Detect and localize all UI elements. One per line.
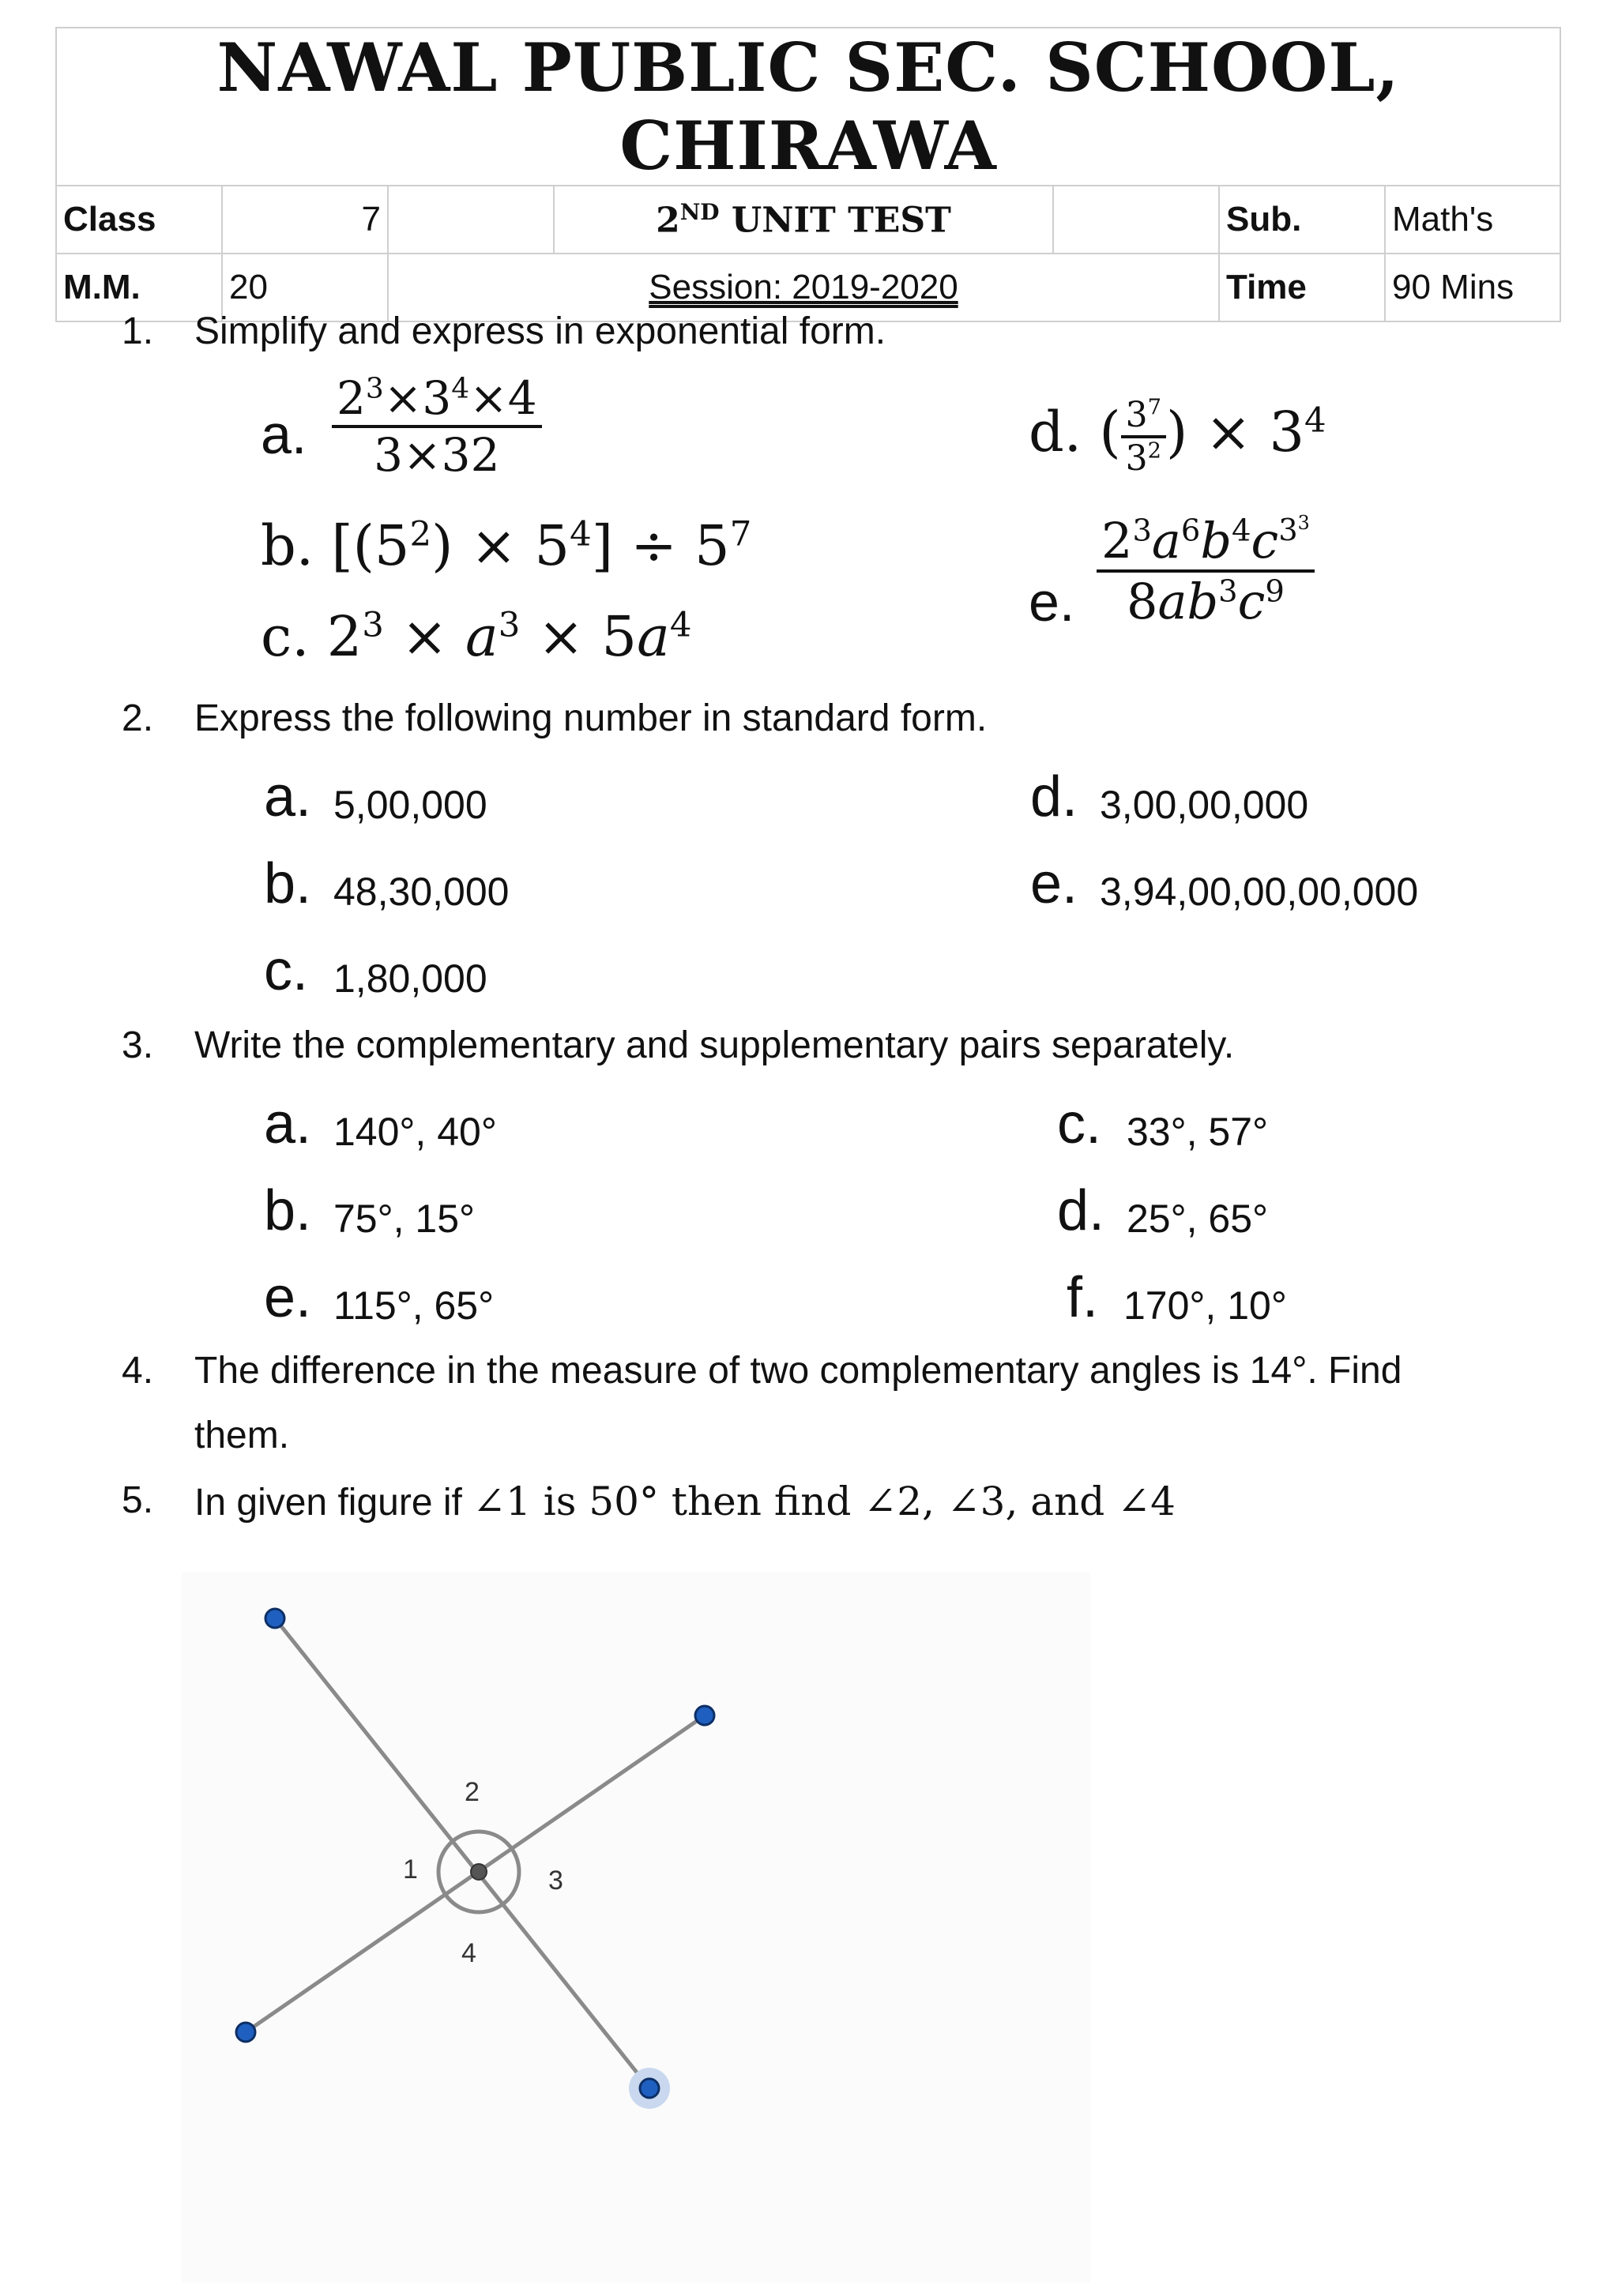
intersection-point — [471, 1864, 487, 1880]
angle-label-2: 2 — [465, 1777, 480, 1807]
q3-b-label: b. — [264, 1179, 312, 1242]
part-a-label: a. — [261, 404, 307, 465]
q2-e-value: 3,94,00,00,00,000 — [1100, 870, 1419, 914]
q2-e-label: e. — [1030, 852, 1078, 915]
part-e-label: e. — [1029, 571, 1075, 633]
q2-b-label: b. — [264, 852, 312, 915]
part-a-expression: $\frac{2^3\times 3^4\times 4}{3\times 32}$ — [332, 371, 542, 482]
q3-c-label: c. — [1057, 1092, 1102, 1156]
question-number: 5. — [122, 1479, 154, 1521]
point-a — [265, 1609, 284, 1628]
q3-b-value: 75°, 15° — [333, 1197, 476, 1241]
question-number: 1. — [122, 310, 154, 352]
max-marks-value: 20 — [222, 254, 388, 321]
time-value: 90 Mins — [1385, 254, 1560, 321]
test-title: 2ND UNIT TEST — [554, 186, 1053, 254]
q3-d-label: d. — [1057, 1179, 1105, 1242]
q2-a-label: a. — [264, 765, 312, 829]
question-number: 2. — [122, 697, 154, 739]
subject-value: Math's — [1385, 186, 1560, 254]
question-text-line1: The difference in the measure of two complementary angles is 14°. Find — [194, 1350, 1402, 1392]
question-text: Write the complementary and supplementary pairs separately. — [194, 1024, 1235, 1066]
angle-label-3: 3 — [548, 1866, 563, 1896]
q3-a-label: a. — [264, 1092, 312, 1156]
q3-f-value: 170°, 10° — [1123, 1283, 1287, 1328]
q2-d-value: 3,00,00,000 — [1100, 783, 1309, 827]
school-name: NAWAL PUBLIC SEC. SCHOOL, CHIRAWA — [216, 28, 1400, 185]
class-value: 7 — [222, 186, 388, 254]
max-marks-label: M.M. — [56, 254, 222, 321]
question-text-line2: them. — [194, 1415, 290, 1456]
q3-c-value: 33°, 57° — [1127, 1110, 1269, 1154]
q3-f-label: f. — [1067, 1266, 1099, 1329]
q2-b-value: 48,30,000 — [333, 870, 510, 914]
time-label: Time — [1219, 254, 1385, 321]
q2-c-value: 1,80,000 — [333, 956, 487, 1001]
q3-e-label: e. — [264, 1266, 312, 1329]
figure-background — [182, 1572, 1090, 2283]
question-text: Express the following number in standard form. — [194, 697, 988, 739]
session-text: Session: 2019-2020 — [649, 268, 958, 306]
point-d — [695, 1706, 714, 1725]
question-text: In given figure if ∠1 is 50° then find ∠2, ∠3, and ∠4 — [194, 1479, 1176, 1524]
question-number: 3. — [122, 1024, 154, 1066]
point-b — [640, 2079, 659, 2098]
question-text: Simplify and express in exponential form. — [194, 310, 886, 352]
q2-c-label: c. — [264, 939, 309, 1002]
subject-label: Sub. — [1219, 186, 1385, 254]
point-c — [236, 2023, 255, 2042]
part-b-expression: b. $[(5^2) \times 5^4] \div 5^7$ — [261, 513, 752, 578]
question-number: 4. — [122, 1350, 154, 1392]
q2-d-label: d. — [1030, 765, 1078, 829]
q3-d-value: 25°, 65° — [1127, 1197, 1269, 1241]
q3-a-value: 140°, 40° — [333, 1110, 497, 1154]
part-d-expression: d. ( $\frac{3^7}{3^2}$ ) × $3^4$ — [1029, 395, 1326, 479]
part-e-expression: $\frac{2^3a^6b^4c^{3^3}}{8ab^3c^9}$ — [1097, 512, 1315, 630]
part-c-expression: c. $2^3 \times a^3 \times 5a^4$ — [261, 604, 692, 669]
angle-label-1: 1 — [403, 1854, 418, 1885]
q3-e-value: 115°, 65° — [333, 1283, 495, 1328]
q2-a-value: 5,00,000 — [333, 783, 487, 827]
angle-label-4: 4 — [461, 1938, 476, 1968]
class-label: Class — [56, 186, 222, 254]
